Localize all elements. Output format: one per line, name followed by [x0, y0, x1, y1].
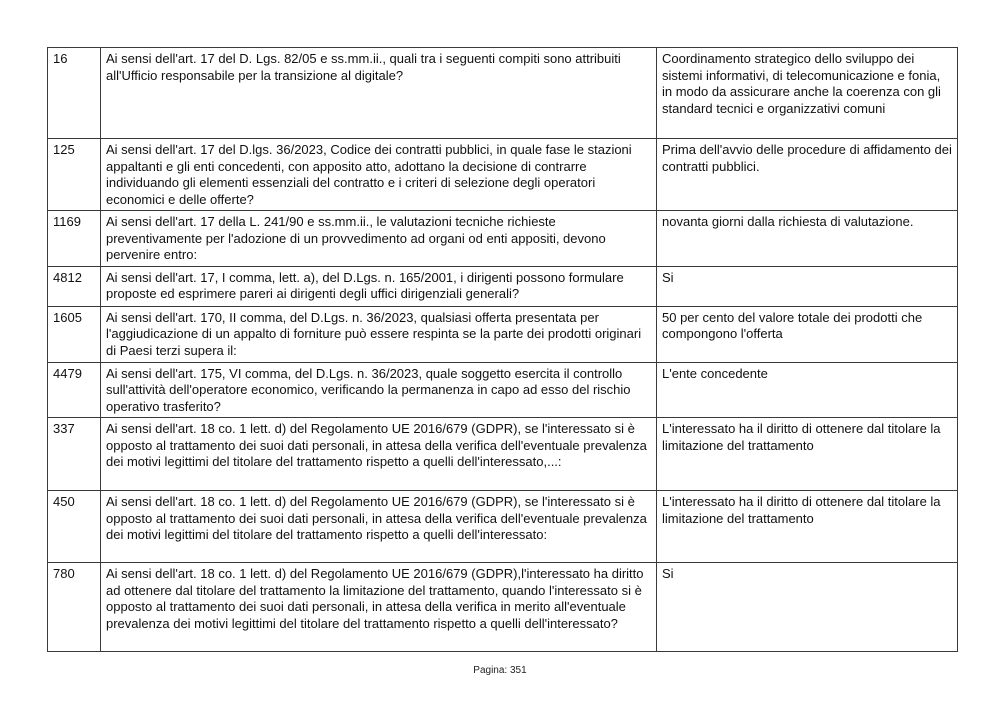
answer-text: L'interessato ha il diritto di ottenere dal titolare la limitazione del trattamento: [657, 491, 958, 563]
question-id: 4479: [48, 362, 101, 418]
question-text: Ai sensi dell'art. 17 del D.lgs. 36/2023, Codice dei contratti pubblici, in quale fase le stazioni appaltanti e gli enti concedenti, con apposito atto, adottano la decisione di contrarre individuando gli elementi essenziali del contratto e i criteri di selezione degli operatori economici e delle offerte?: [101, 139, 657, 211]
question-id: 1605: [48, 306, 101, 362]
page-number: Pagina: 351: [473, 665, 527, 676]
question-text: Ai sensi dell'art. 18 co. 1 lett. d) del Regolamento UE 2016/679 (GDPR), se l'interessato si è opposto al trattamento dei suoi dati personali, in attesa della verifica dell'eventuale prevalenza dei motivi legittimi del titolare del trattamento rispetto a quelli dell'interessato,...:: [101, 418, 657, 491]
question-id: 125: [48, 139, 101, 211]
table-row: [48, 306, 958, 362]
question-text: Ai sensi dell'art. 17 della L. 241/90 e ss.mm.ii., le valutazioni tecniche richieste preventivamente per l'adozione di un provvedimento ad organi od enti appositi, devono pervenire entro:: [101, 211, 657, 267]
answer-text: 50 per cento del valore totale dei prodotti che compongono l'offerta: [657, 306, 958, 362]
table-row: [48, 266, 958, 306]
table-row: [48, 211, 958, 267]
question-text: Ai sensi dell'art. 18 co. 1 lett. d) del Regolamento UE 2016/679 (GDPR), se l'interessato si è opposto al trattamento dei suoi dati personali, in attesa della verifica dell'eventuale prevalenza dei motivi legittimi del titolare del trattamento rispetto a quelli dell'interessato:: [101, 491, 657, 563]
table-row: [48, 418, 958, 491]
answer-text: Si: [657, 563, 958, 652]
question-text: Ai sensi dell'art. 175, VI comma, del D.Lgs. n. 36/2023, quale soggetto esercita il controllo sull'attività dell'operatore economico, verificando la permanenza in capo ad esso del rischio operativo trasferito?: [101, 362, 657, 418]
question-id: 337: [48, 418, 101, 491]
question-text: Ai sensi dell'art. 17 del D. Lgs. 82/05 e ss.mm.ii., quali tra i seguenti compiti sono attribuiti all'Ufficio responsabile per la transizione al digitale?: [101, 48, 657, 139]
table-row: [48, 362, 958, 418]
question-id: 4812: [48, 266, 101, 306]
answer-text: L'ente concedente: [657, 362, 958, 418]
question-id: 450: [48, 491, 101, 563]
question-text: Ai sensi dell'art. 18 co. 1 lett. d) del Regolamento UE 2016/679 (GDPR),l'interessato ha diritto ad ottenere dal titolare del trattamento la limitazione del trattamento, quando l'interessato si è opposto al trattamento dei suoi dati personali, in attesa della verifica in merito all'eventuale prevalenza dei motivi legittimi del titolare del trattamento rispetto a quelli dell'interessato?: [101, 563, 657, 652]
answer-text: L'interessato ha il diritto di ottenere dal titolare la limitazione del trattamento: [657, 418, 958, 491]
table-row: [48, 48, 958, 139]
answer-text: novanta giorni dalla richiesta di valutazione.: [657, 211, 958, 267]
question-id: 16: [48, 48, 101, 139]
answer-text: Coordinamento strategico dello sviluppo dei sistemi informativi, di telecomunicazione e fonia, in modo da assicurare anche la coerenza con gli standard tecnici e organizzativi comuni: [657, 48, 958, 139]
question-text: Ai sensi dell'art. 17, I comma, lett. a), del D.Lgs. n. 165/2001, i dirigenti possono formulare proposte ed esprimere pareri ai dirigenti degli uffici dirigenziali generali?: [101, 266, 657, 306]
answer-text: Prima dell'avvio delle procedure di affidamento dei contratti pubblici.: [657, 139, 958, 211]
question-id: 780: [48, 563, 101, 652]
table-row: [48, 139, 958, 211]
question-id: 1169: [48, 211, 101, 267]
question-text: Ai sensi dell'art. 170, II comma, del D.Lgs. n. 36/2023, qualsiasi offerta presentata per l'aggiudicazione di un appalto di forniture può essere respinta se la parte dei prodotti originari di Paesi terzi supera il:: [101, 306, 657, 362]
table-row: [48, 491, 958, 563]
qa-table: [47, 47, 958, 652]
answer-text: Si: [657, 266, 958, 306]
table-row: [48, 563, 958, 652]
